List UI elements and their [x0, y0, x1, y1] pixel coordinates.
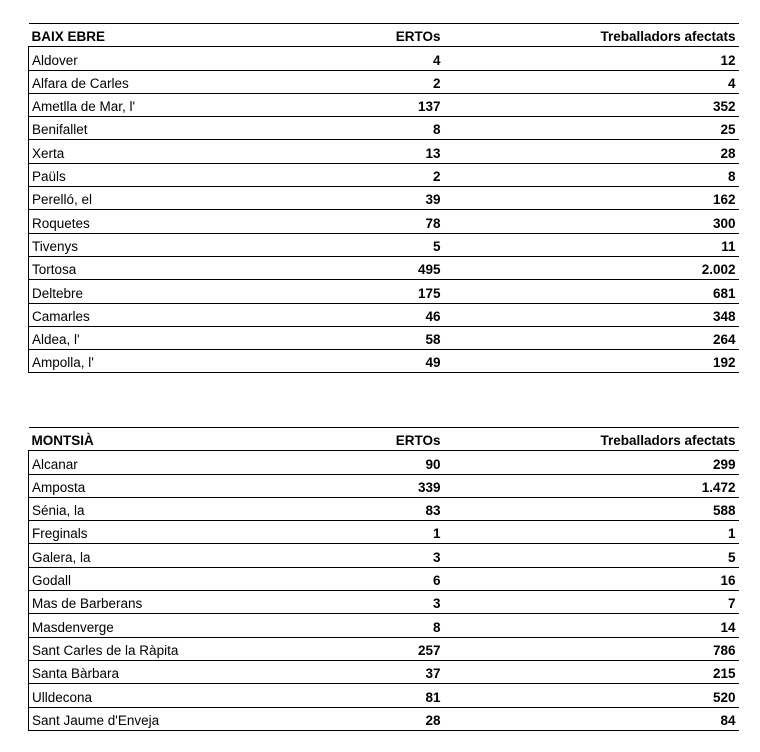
municipi-cell: Benifallet	[29, 117, 259, 140]
municipi-cell: Xerta	[29, 140, 259, 163]
treballadors-cell: 352	[712, 99, 736, 115]
municipi-cell: Tortosa	[29, 256, 259, 279]
table-row	[29, 93, 739, 116]
municipi-cell: Roquetes	[29, 210, 259, 233]
ertos-cell: 3	[432, 596, 441, 612]
ertos-cell: 83	[425, 503, 441, 519]
table-row	[29, 233, 739, 256]
treballadors-cell: 84	[720, 712, 736, 728]
ertos-cell: 8	[432, 122, 441, 138]
ertos-cell: 137	[417, 99, 441, 115]
montsia-rows	[29, 451, 739, 731]
table-row	[29, 474, 739, 497]
table-row	[29, 591, 739, 614]
ertos-cell: 49	[425, 355, 441, 371]
table-row	[29, 521, 739, 544]
municipi-cell: Aldea, l'	[29, 326, 259, 349]
municipi-cell: Freginals	[29, 521, 259, 544]
treballadors-cell: 520	[712, 689, 736, 705]
ertos-cell: 13	[425, 145, 441, 161]
region-header: MONTSIÀ	[31, 433, 94, 449]
treballadors-header: Treballadors afectats	[600, 433, 736, 449]
municipi-cell: Camarles	[29, 303, 259, 326]
ertos-cell: 1	[432, 526, 441, 542]
table-row	[29, 47, 739, 70]
municipi-cell: Tivenys	[29, 233, 259, 256]
table-row	[29, 326, 739, 349]
table-row	[29, 660, 739, 683]
table-row	[29, 544, 739, 567]
ertos-header: ERTOs	[395, 433, 441, 449]
table-header-row	[29, 428, 739, 451]
treballadors-cell: 681	[712, 285, 736, 301]
treballadors-cell: 25	[720, 122, 736, 138]
municipi-cell: Galera, la	[29, 544, 259, 567]
municipi-cell: Aldover	[29, 47, 259, 70]
table-row	[29, 70, 739, 93]
table-row	[29, 163, 739, 186]
table-row	[29, 256, 739, 279]
treballadors-cell: 786	[712, 642, 736, 658]
table-row	[29, 187, 739, 210]
treballadors-cell: 12	[720, 52, 736, 68]
municipi-cell: Sant Carles de la Ràpita	[29, 637, 259, 660]
montsia-table	[28, 427, 739, 731]
table-row	[29, 303, 739, 326]
table-row	[29, 637, 739, 660]
municipi-cell: Masdenverge	[29, 614, 259, 637]
ertos-cell: 495	[417, 262, 441, 278]
ertos-header: ERTOs	[395, 29, 441, 45]
treballadors-cell: 28	[720, 145, 736, 161]
ertos-cell: 78	[425, 215, 441, 231]
table-row	[29, 210, 739, 233]
table-row	[29, 140, 739, 163]
treballadors-cell: 1.472	[701, 479, 736, 495]
treballadors-cell: 348	[712, 308, 736, 324]
treballadors-cell: 299	[712, 456, 736, 472]
municipi-cell: Mas de Barberans	[29, 591, 259, 614]
treballadors-cell: 588	[712, 503, 736, 519]
table-row	[29, 707, 739, 730]
ertos-cell: 257	[417, 642, 441, 658]
municipi-cell: Sénia, la	[29, 497, 259, 520]
table-row	[29, 280, 739, 303]
baix-ebre-table	[28, 23, 739, 373]
ertos-cell: 28	[425, 712, 441, 728]
ertos-cell: 58	[425, 332, 441, 348]
region-header: BAIX EBRE	[31, 29, 106, 45]
treballadors-cell: 16	[720, 573, 736, 589]
ertos-cell: 8	[432, 619, 441, 635]
municipi-cell: Ametlla de Mar, l'	[29, 93, 259, 116]
municipi-cell: Godall	[29, 567, 259, 590]
treballadors-cell: 5	[727, 549, 736, 565]
ertos-cell: 339	[417, 479, 441, 495]
treballadors-cell: 1	[727, 526, 736, 542]
ertos-cell: 5	[432, 238, 441, 254]
municipi-cell: Ulldecona	[29, 684, 259, 707]
treballadors-cell: 7	[727, 596, 736, 612]
treballadors-cell: 11	[721, 238, 736, 254]
table-row	[29, 497, 739, 520]
municipi-cell: Paüls	[29, 163, 259, 186]
table-row	[29, 614, 739, 637]
table-row	[29, 567, 739, 590]
municipi-cell: Santa Bàrbara	[29, 660, 259, 683]
table-header-row	[29, 24, 739, 47]
ertos-cell: 4	[432, 52, 441, 68]
treballadors-header: Treballadors afectats	[600, 29, 736, 45]
ertos-cell: 37	[425, 666, 441, 682]
treballadors-cell: 4	[727, 75, 736, 91]
ertos-cell: 90	[425, 456, 441, 472]
ertos-cell: 6	[432, 573, 441, 589]
treballadors-cell: 2.002	[701, 262, 736, 278]
municipi-cell: Alcanar	[29, 451, 259, 474]
baix-ebre-rows	[29, 47, 739, 373]
treballadors-cell: 162	[712, 192, 736, 208]
table-row	[29, 451, 739, 474]
treballadors-cell: 264	[712, 332, 736, 348]
municipi-cell: Sant Jaume d'Enveja	[29, 707, 259, 730]
ertos-cell: 39	[425, 192, 441, 208]
municipi-cell: Ampolla, l'	[29, 350, 259, 373]
municipi-cell: Amposta	[29, 474, 259, 497]
ertos-cell: 2	[432, 75, 441, 91]
ertos-cell: 46	[425, 308, 441, 324]
treballadors-cell: 14	[720, 619, 736, 635]
table-row	[29, 117, 739, 140]
table-row	[29, 684, 739, 707]
treballadors-cell: 192	[712, 355, 736, 371]
ertos-cell: 2	[432, 169, 441, 185]
municipi-cell: Perelló, el	[29, 187, 259, 210]
municipi-cell: Deltebre	[29, 280, 259, 303]
table-row	[29, 350, 739, 373]
ertos-cell: 81	[425, 689, 441, 705]
treballadors-cell: 300	[712, 215, 736, 231]
municipi-cell: Alfara de Carles	[29, 70, 259, 93]
ertos-cell: 175	[417, 285, 441, 301]
ertos-cell: 3	[432, 549, 441, 565]
treballadors-cell: 8	[727, 169, 736, 185]
treballadors-cell: 215	[712, 666, 736, 682]
